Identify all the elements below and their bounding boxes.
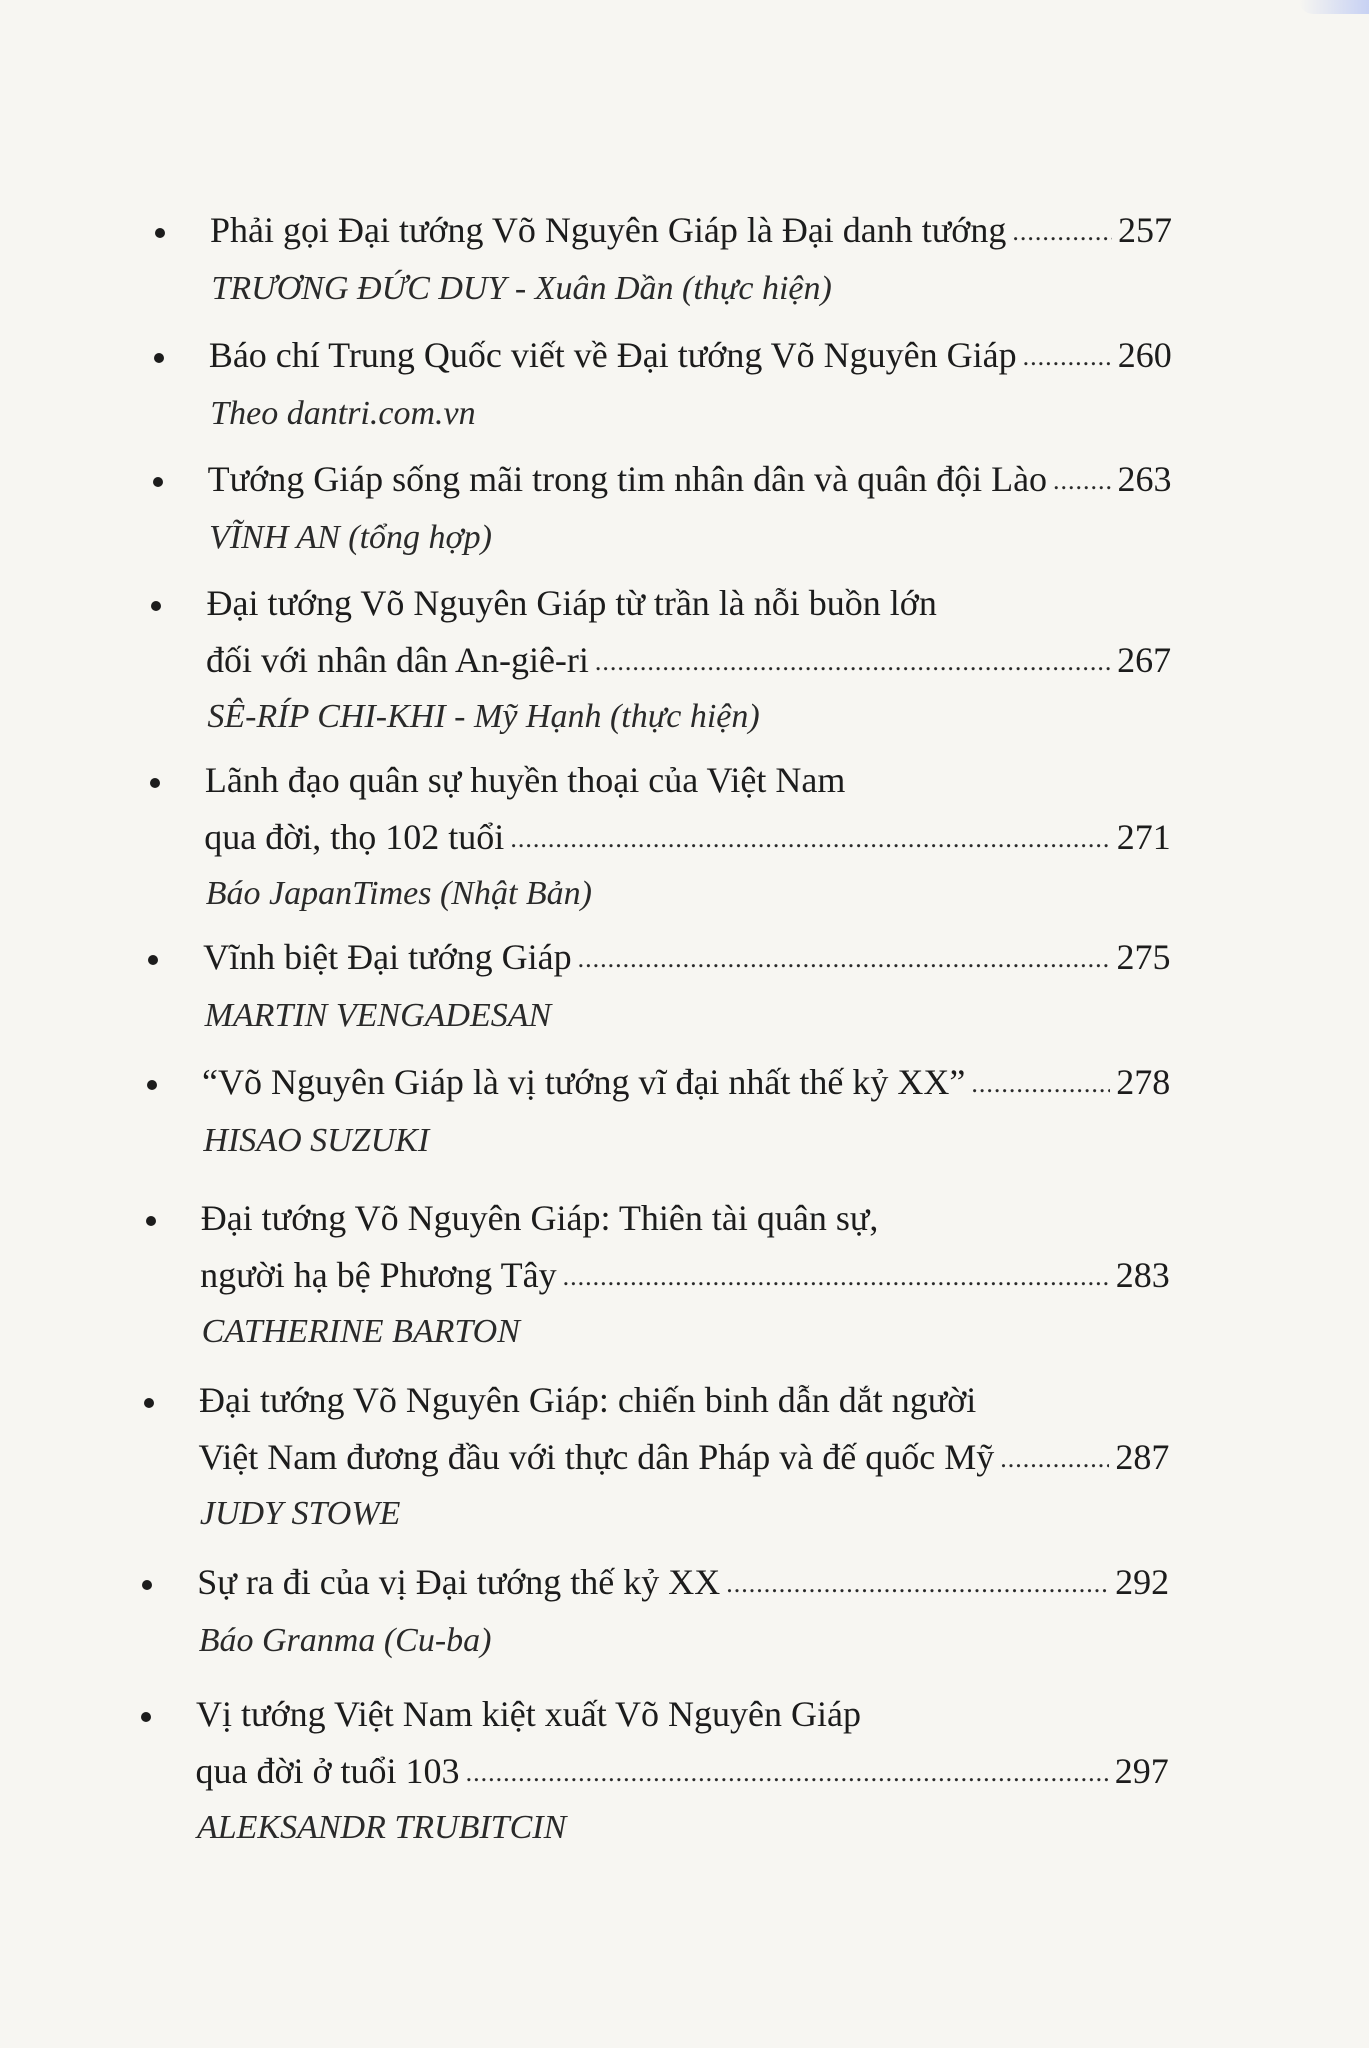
bullet-icon [150, 778, 160, 788]
page-number: 263 [1117, 459, 1172, 499]
bullet-icon [144, 1398, 154, 1408]
dot-leader [563, 1255, 1110, 1299]
page-number: 292 [1115, 1562, 1170, 1602]
toc-title: Báo chí Trung Quốc viết về Đại tướng Võ Nguyên Giáp [208, 335, 1017, 375]
toc-title: Lãnh đạo quân sự huyền thoại của Việt Nam [204, 760, 846, 800]
toc-title: Vị tướng Việt Nam kiệt xuất Võ Nguyên Giáp [196, 1694, 862, 1734]
toc-author: HISAO SUZUKI [203, 1122, 430, 1159]
scan-corner-mark [1299, 0, 1369, 14]
dot-leader [1000, 1437, 1109, 1481]
toc-author: VĨNH AN (tổng hợp) [209, 519, 492, 556]
toc-title: “Võ Nguyên Giáp là vị tướng vĩ đại nhất thế kỷ XX” [201, 1062, 966, 1102]
toc-title: Sự ra đi của vị Đại tướng thế kỷ XX [197, 1562, 721, 1602]
toc-title: người hạ bệ Phương Tây [200, 1255, 557, 1295]
toc-title-line-with-page [200, 1253, 1170, 1297]
toc-author: Báo JapanTimes (Nhật Bản) [205, 875, 592, 912]
page-number: 278 [1116, 1062, 1171, 1102]
toc-title: Tướng Giáp sống mãi trong tim nhân dân và quân đội Lào [207, 459, 1048, 499]
toc-author: JUDY STOWE [199, 1495, 401, 1532]
toc-title-line-with-page [197, 1560, 1169, 1604]
dot-leader [595, 640, 1111, 684]
page-number: 283 [1115, 1255, 1170, 1295]
bullet-icon [151, 601, 161, 611]
page-number: 271 [1116, 817, 1171, 857]
toc-title-line [206, 581, 936, 625]
toc-title-line-with-page [204, 815, 1170, 859]
dot-leader [578, 937, 1111, 981]
bullet-icon [155, 228, 165, 238]
toc-author: TRƯƠNG ĐỨC DUY - Xuân Dần (thực hiện) [211, 270, 832, 307]
toc-title-line [201, 1196, 879, 1240]
bullet-icon [142, 1580, 152, 1590]
bullet-icon [148, 955, 158, 965]
toc-title-line-with-page [196, 1749, 1169, 1793]
toc-title-line-with-page [208, 457, 1172, 501]
page-number: 267 [1117, 640, 1172, 680]
toc-title: qua đời, thọ 102 tuổi [204, 817, 505, 857]
toc-title: Phải gọi Đại tướng Võ Nguyên Giáp là Đại danh tướng [210, 210, 1007, 250]
toc-title-line-with-page [198, 1435, 1169, 1479]
dot-leader [1012, 210, 1112, 254]
bullet-icon [141, 1712, 151, 1722]
page-number: 260 [1117, 335, 1172, 375]
dot-leader [466, 1751, 1109, 1795]
toc-author: Theo dantri.com.vn [210, 395, 476, 432]
dot-leader [1023, 335, 1112, 379]
toc-title: Vĩnh biệt Đại tướng Giáp [203, 937, 572, 977]
dot-leader [510, 817, 1110, 861]
toc-title-line-with-page [203, 935, 1170, 979]
toc-title-line [196, 1692, 861, 1736]
dot-leader [971, 1062, 1110, 1106]
toc-title: Đại tướng Võ Nguyên Giáp: Thiên tài quân sự, [200, 1198, 879, 1238]
toc-title: Việt Nam đương đầu với thực dân Pháp và đế quốc Mỹ [198, 1437, 995, 1477]
bullet-icon [153, 477, 163, 487]
page-number: 257 [1118, 210, 1172, 250]
dot-leader [1053, 459, 1111, 503]
toc-title-line-with-page [202, 1060, 1170, 1104]
bullet-icon [146, 1216, 156, 1226]
page-number: 275 [1116, 937, 1171, 977]
toc-author: ALEKSANDR TRUBITCIN [196, 1809, 567, 1846]
toc-title-line-with-page [210, 208, 1172, 252]
bullet-icon [147, 1080, 157, 1090]
toc-title: đối với nhân dân An-giê-ri [205, 640, 589, 680]
toc-title: Đại tướng Võ Nguyên Giáp: chiến binh dẫn dắt người [199, 1380, 977, 1420]
toc-author: Báo Granma (Cu-ba) [198, 1622, 492, 1659]
toc-title-line [205, 758, 846, 802]
toc-author: SÊ-RÍP CHI-KHI - Mỹ Hạnh (thực hiện) [207, 698, 760, 735]
toc-title-line-with-page [206, 638, 1171, 682]
toc-title-line [199, 1378, 976, 1422]
toc-author: MARTIN VENGADESAN [204, 997, 552, 1034]
dot-leader [726, 1562, 1109, 1606]
toc-author: CATHERINE BARTON [201, 1313, 520, 1350]
toc-title: Đại tướng Võ Nguyên Giáp từ trần là nỗi buồn lớn [206, 583, 937, 623]
toc-title-line-with-page [209, 333, 1172, 377]
toc-title: qua đời ở tuổi 103 [195, 1751, 460, 1791]
page-number: 287 [1115, 1437, 1170, 1477]
page-number: 297 [1114, 1751, 1169, 1791]
bullet-icon [154, 353, 164, 363]
